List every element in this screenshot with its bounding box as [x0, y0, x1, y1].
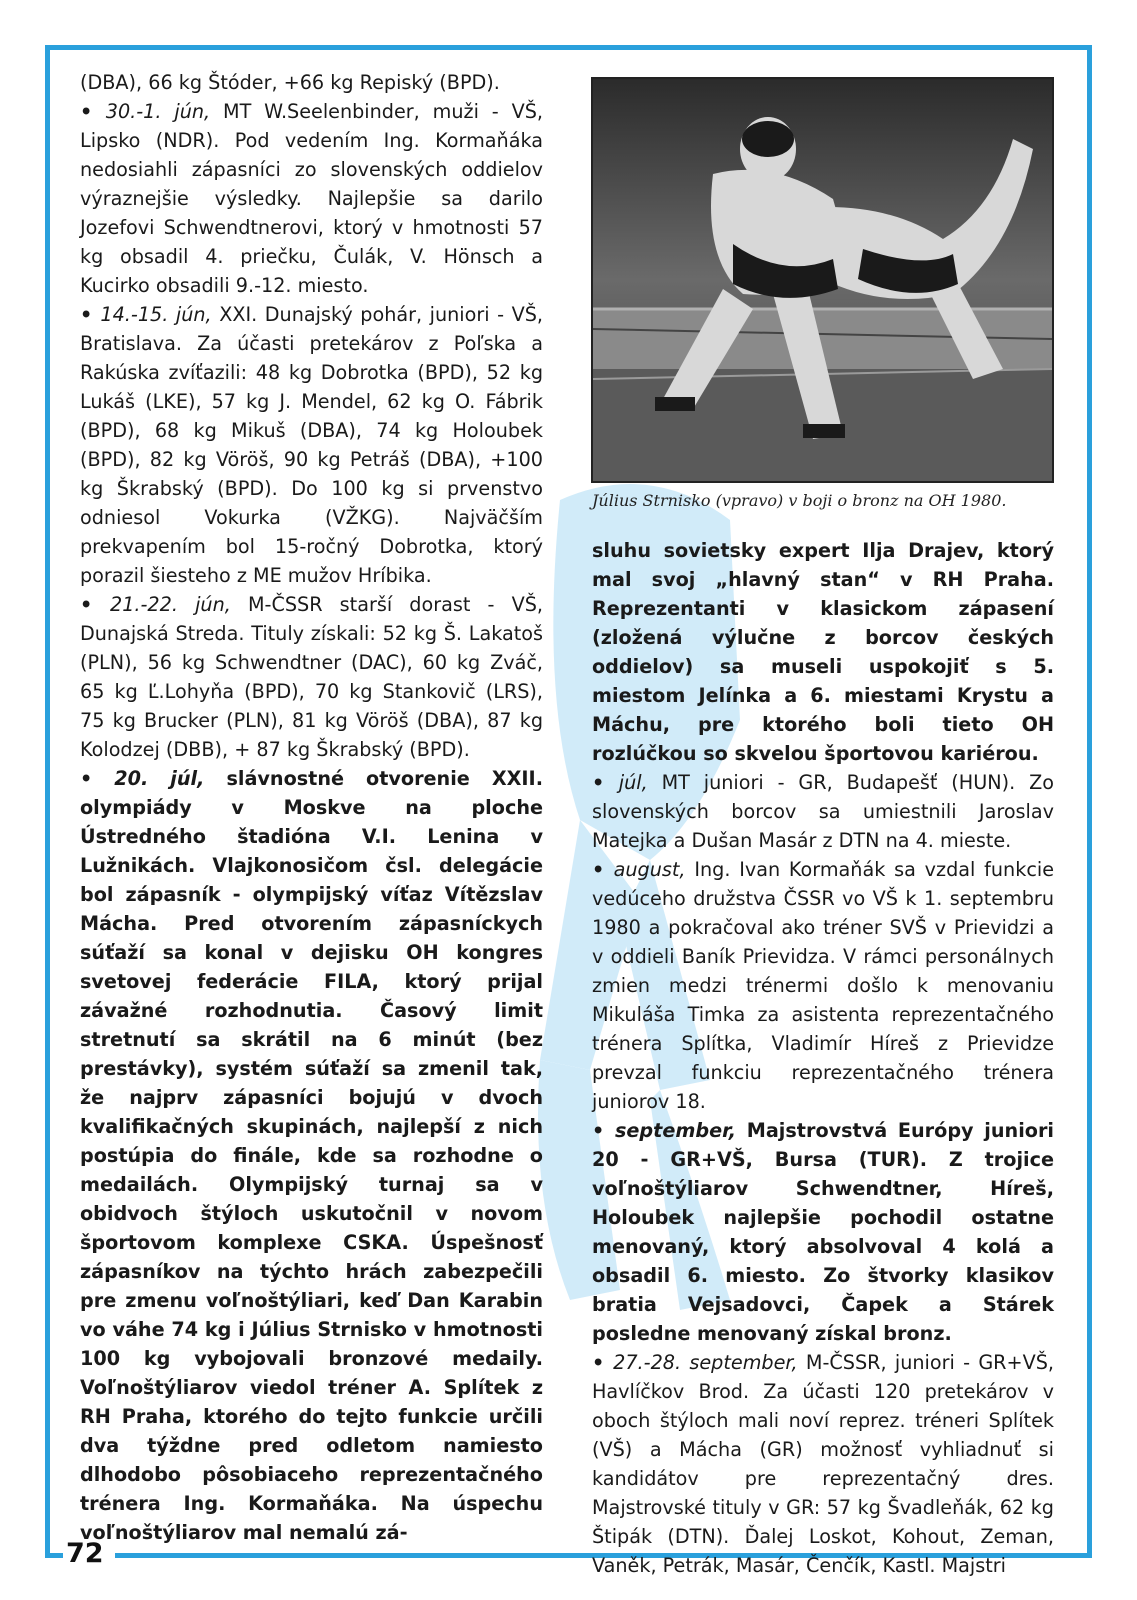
wrestling-photo: [591, 77, 1054, 483]
entry-date: 27.-28. september,: [613, 1351, 798, 1374]
entry-text: MT W.Seelenbinder, muži - VŠ, Lipsko (NDR). Pod vedením Ing. Kormaňáka nedosiahli zápasníci zo slovenských oddielov výraznejšie výsledky. Najlepšie sa darilo Jozefovi Schwendtnerovi, ktorý v hmotnosti 57 kg obsadil 4. priečku, Čulák, V. Hönsch a Kucirko obsadili 9.-12. miesto.: [80, 100, 543, 297]
bullet: •: [592, 1119, 615, 1142]
entry-date: september,: [615, 1119, 737, 1142]
article-paragraph: [592, 855, 1054, 1116]
article-paragraph: [592, 536, 1054, 768]
entry-text: Ing. Ivan Kormaňák sa vzdal funkcie vedúceho družstva ČSSR vo VŠ k 1. septembru 1980 a pokračoval ako tréner SVŠ v Prievidzi a v oddieli Baník Prievidza. V rámci personálnych zmien medzi trénermi došlo k menovaniu Mikuláša Timka za asistenta reprezentačného trénera Splítka, Vladimír Híreš z Prievidze prevzal funkciu reprezentačného trénera juniorov 18.: [592, 858, 1054, 1113]
entry-text: sluhu sovietsky expert Ilja Drajev, ktorý mal svoj „hlavný stan“ v RH Praha. Reprezentanti v klasickom zápasení (zložená výlučne z borcov českých oddielov) sa museli uspokojiť s 5. miestom Jelínka a 6. miestami Krystu a Máchu, pre ktorého boli tieto OH rozlúčkou so skvelou športovou kariérou.: [592, 539, 1054, 765]
entry-date: 30.-1. jún,: [105, 100, 211, 123]
article-paragraph: [80, 300, 543, 590]
frame-bottom-left: [45, 1553, 63, 1558]
article-paragraph: [80, 590, 543, 764]
entry-date: 20. júl,: [114, 767, 205, 790]
bullet: •: [80, 303, 101, 326]
bullet: •: [80, 100, 106, 123]
entry-date: júl,: [618, 771, 648, 794]
page-number: 72: [66, 1538, 104, 1569]
entry-date: august,: [613, 858, 686, 881]
entry-text: Majstrovstvá Európy juniori 20 - GR+VŠ, Bursa (TUR). Z trojice voľnoštýliarov Schwendtner, Híreš, Holoubek najlepšie pochodil ostatne menovaný, ktorý absolvoval 4 kolá a obsadil 6. miesto. Zo štvorky klasikov bratia Vejsadovci, Čapek a Stárek posledne menovaný získal bronz.: [592, 1119, 1054, 1345]
entry-text: M-ČSSR starší dorast - VŠ, Dunajská Streda. Tituly získali: 52 kg Š. Lakatoš (PLN), 56 kg Schwendtner (DAC), 60 kg Zváč, 65 kg Ľ.Lohyňa (BPD), 70 kg Stankovič (LRS), 75 kg Brucker (PLN), 81 kg Vöröš (DBA), 87 kg Kolodzej (DBB), + 87 kg Škrabský (BPD).: [80, 593, 543, 761]
left-column: [80, 68, 543, 1547]
entry-date: 14.-15. jún,: [100, 303, 212, 326]
entry-text: slávnostné otvorenie XXII. olympiády v Moskve na ploche Ústredného štadióna V.I. Lenina v Lužnikách. Vlajkonosičom čsl. delegácie bol zápasník - olympijský víťaz Vítězslav Mácha. Pred otvorením zápasníckych súťaží sa konal v dejisku OH kongres svetovej federácie FILA, ktorý prijal závažné rozhodnutia. Časový limit stretnutí sa skrátil na 6 minút (bez prestávky), systém súťaží sa zmenil tak, že najprv zápasníci bojujú v dvoch kvalifikačných skupinách, najlepší z nich postúpia do finále, kde sa rozhodne o medailách. Olympijský turnaj sa v obidvoch štýloch uskutočnil v novom športovom komplexe CSKA. Úspešnosť zápasníkov na týchto hrách zabezpečili pre zmenu voľnoštýliari, keď Dan Karabin vo váhe 74 kg i Július Strnisko v hmotnosti 100 kg vybojovali bronzové medaily. Voľnoštýliarov viedol tréner A. Splítek z RH Praha, ktorého do tejto funkcie určili dva týždne pred odletom namiesto dlhodobo pôsobiaceho reprezentačného trénera Ing. Kormaňáka. Na úspechu voľnoštýliarov mal nemalú zá-: [80, 767, 543, 1544]
article-paragraph: [592, 768, 1054, 855]
bullet: •: [80, 593, 110, 616]
article-paragraph: [80, 97, 543, 300]
entry-text: (DBA), 66 kg Štóder, +66 kg Repiský (BPD).: [80, 71, 500, 94]
entry-text: XXI. Dunajský pohár, juniori - VŠ, Bratislava. Za účasti pretekárov z Poľska a Rakúska zvíťazili: 48 kg Dobrotka (BPD), 52 kg Lukáš (LKE), 57 kg J. Mendel, 62 kg O. Fábrik (BPD), 68 kg Mikuš (DBA), 74 kg Holoubek (BPD), 82 kg Vöröš, 90 kg Petráš (DBA), +100 kg Škrabský (BPD). Do 100 kg si prvenstvo odniesol Vokurka (VŽKG). Najväčším prekvapením bol 15-ročný Dobrotka, ktorý porazil šiesteho z ME mužov Hríbika.: [80, 303, 543, 587]
entry-text: M-ČSSR, juniori - GR+VŠ, Havlíčkov Brod. Za účasti 120 pretekárov v oboch štýloch mali noví reprez. tréneri Splítek (VŠ) a Mácha (GR) možnosť vyhliadnuť si kandidátov pre reprezentačný dres. Majstrovské tituly v GR: 57 kg Švadleňák, 62 kg Štipák (DTN). Ďalej Loskot, Kohout, Zeman, Vaněk, Petrák, Masár, Čenčík, Kastl. Majstri: [592, 1351, 1054, 1577]
bullet: •: [592, 771, 619, 794]
photo-caption: Július Strnisko (vpravo) v boji o bronz na OH 1980.: [592, 491, 1007, 510]
bullet: •: [592, 858, 614, 881]
entry-date: 21.-22. jún,: [109, 593, 231, 616]
bullet: •: [80, 767, 115, 790]
article-paragraph: [80, 764, 543, 1547]
article-paragraph: [592, 1116, 1054, 1348]
bullet: •: [592, 1351, 614, 1374]
article-paragraph: [592, 1348, 1054, 1580]
article-paragraph: [80, 68, 543, 97]
entry-text: MT juniori - GR, Budapešť (HUN). Zo slovenských borcov sa umiestnili Jaroslav Matejka a Dušan Masár z DTN na 4. mieste.: [592, 771, 1054, 852]
right-column: [592, 536, 1054, 1580]
